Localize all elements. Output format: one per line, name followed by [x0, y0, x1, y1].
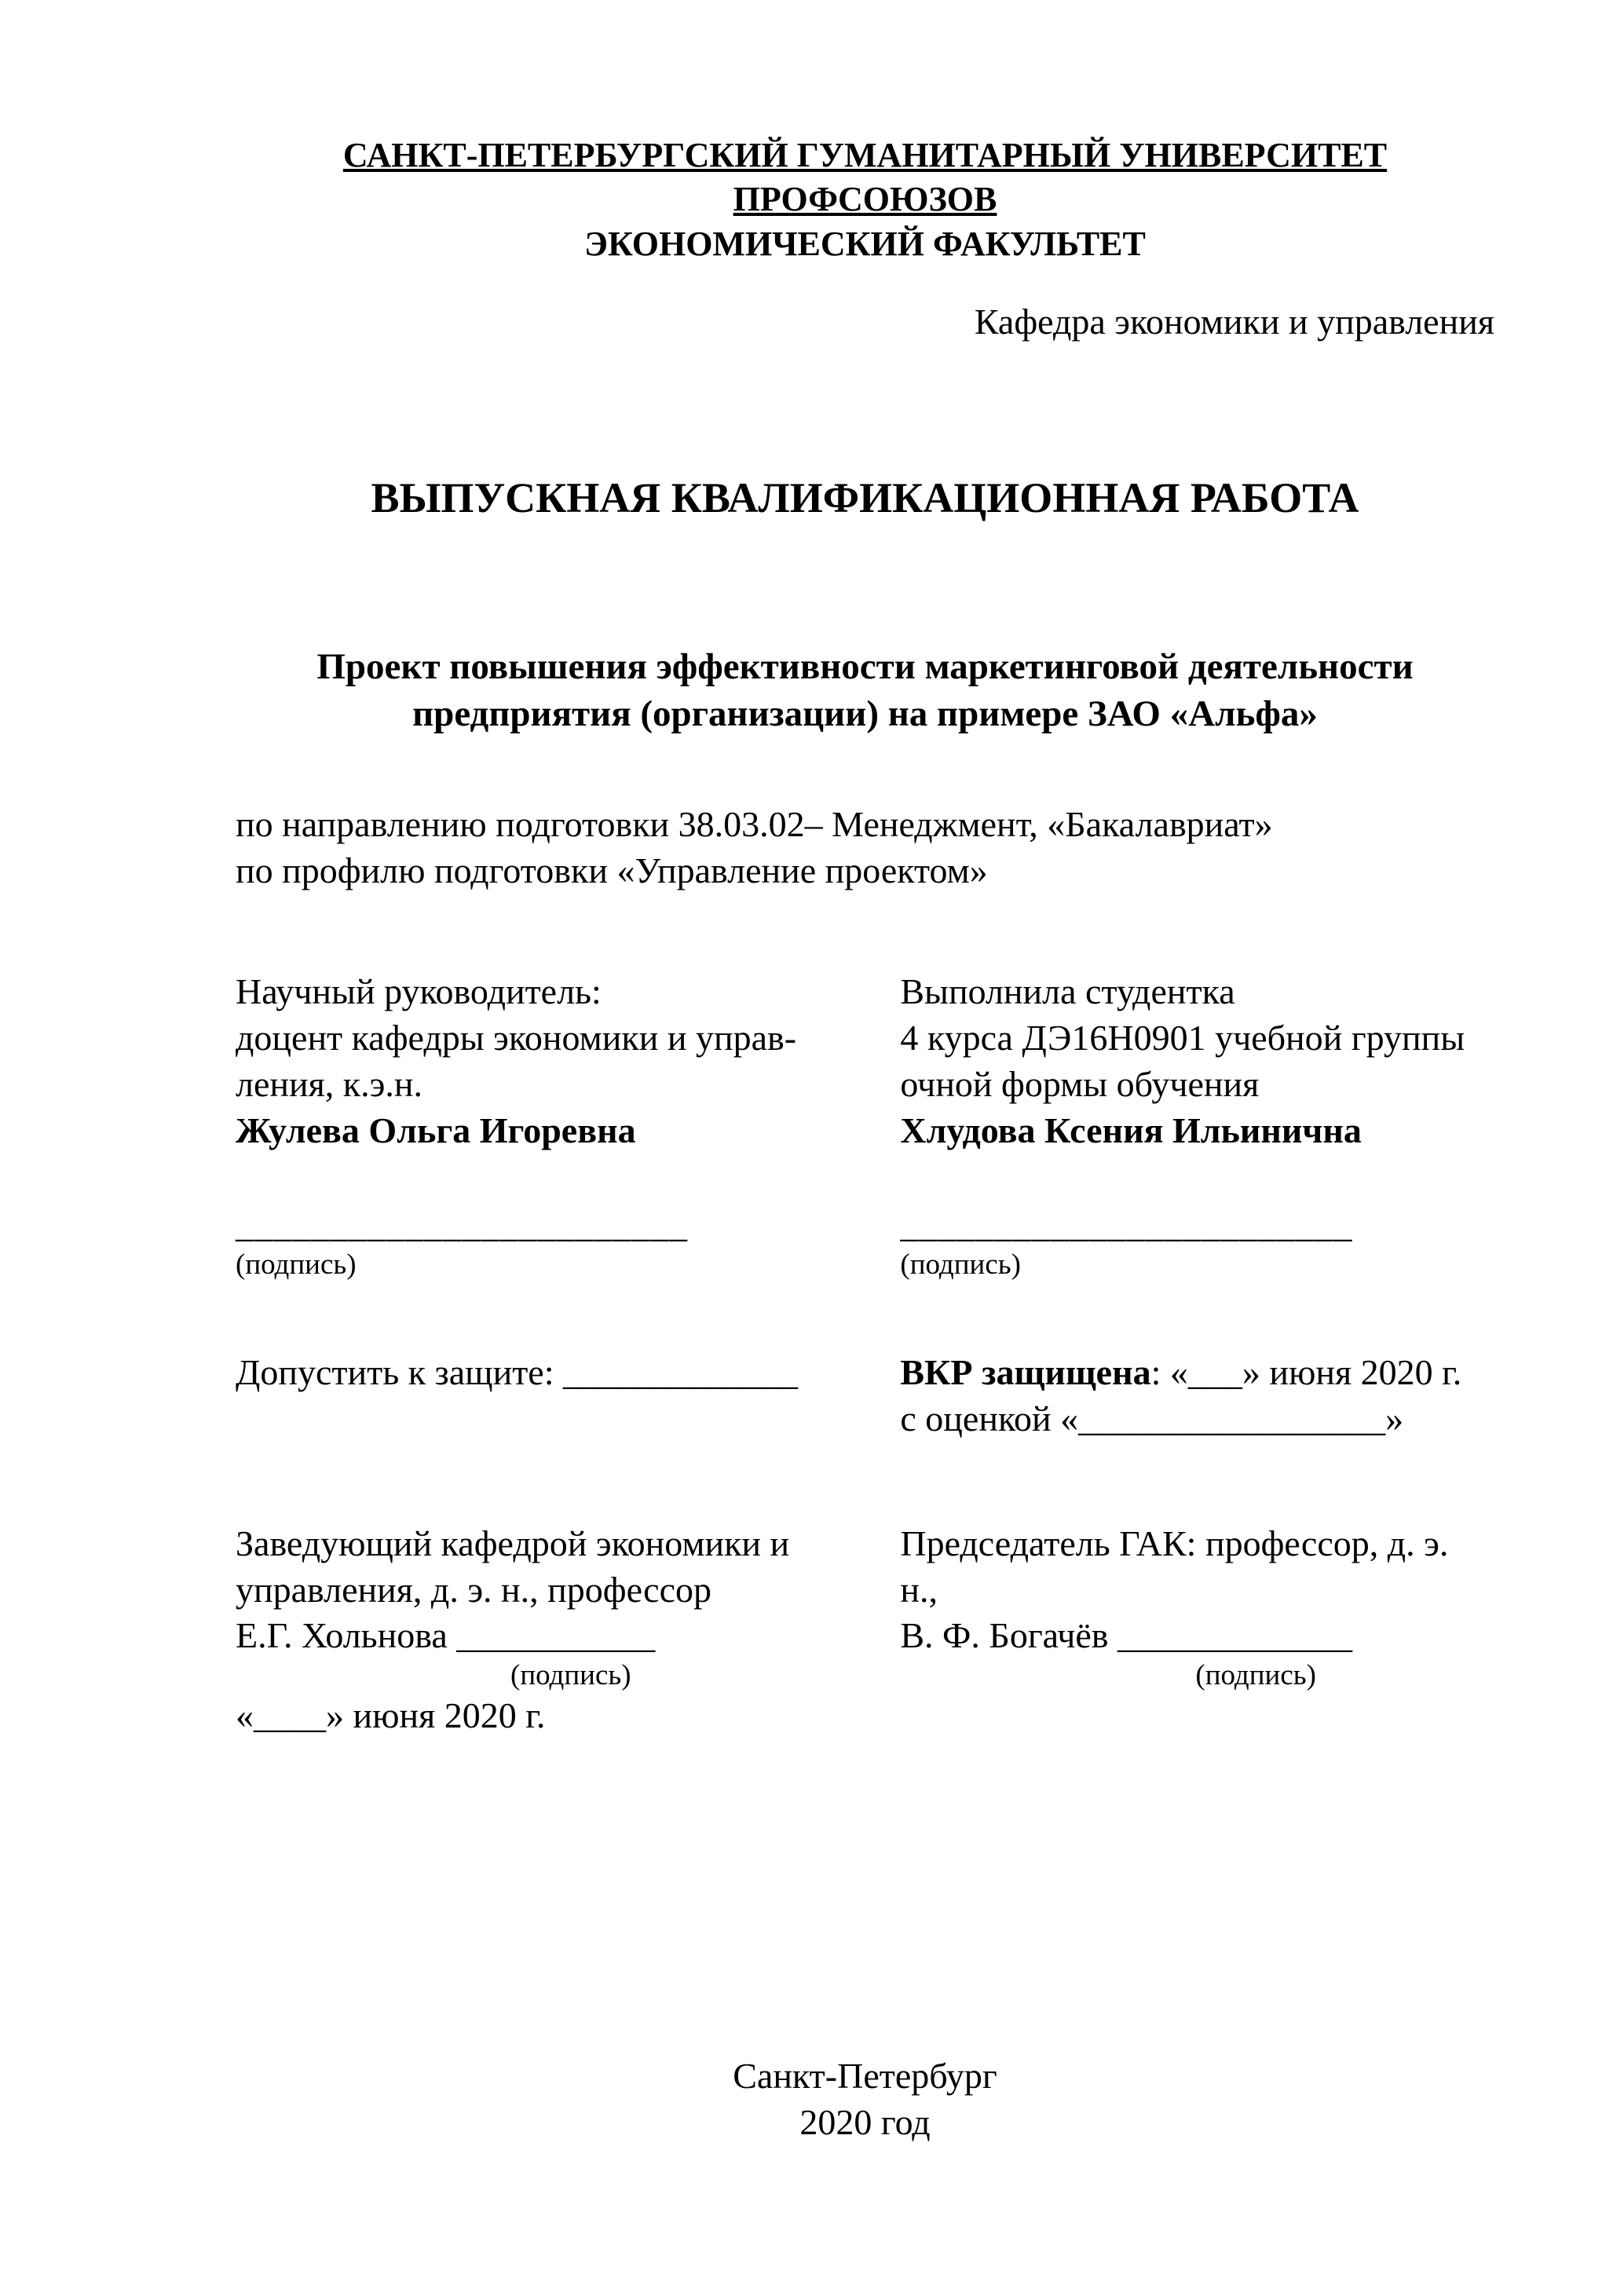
student-form-line: очной формы обучения — [900, 1063, 1260, 1104]
department-name: Кафедра экономики и управления — [974, 301, 1494, 342]
admit-line: Допустить к защите: _____________ — [236, 1351, 798, 1392]
student-group-line: 4 курса ДЭ16Н0901 учебной группы — [900, 1017, 1465, 1058]
student-label: Выполнила студентка — [900, 971, 1235, 1011]
student-signature-line: ________________________ — [900, 1205, 1353, 1245]
study-direction-block — [236, 802, 1494, 894]
footer-city: Санкт-Петербург — [733, 2055, 997, 2096]
defense-column — [900, 1350, 1494, 1442]
gak-chairman-line1: Председатель ГАК: профессор, д. э. н., — [900, 1523, 1449, 1610]
grade-line: с оценкой «_________________» — [900, 1398, 1404, 1439]
department-head-line3: Е.Г. Хольнова ___________ — [236, 1615, 656, 1656]
supervisor-position-line1: доцент кафедры экономики и управ- — [236, 1017, 797, 1058]
gak-chairman-signature-caption: (подпись) — [1195, 1659, 1316, 1692]
persons-block — [236, 969, 1494, 1154]
document-type-title: ВЫПУСКНАЯ КВАЛИФИКАЦИОННАЯ РАБОТА — [371, 473, 1359, 521]
supervisor-name: Жулева Ольга Игоревна — [236, 1110, 636, 1150]
supervisor-column — [236, 969, 900, 1154]
faculty-name: ЭКОНОМИЧЕСКИЙ ФАКУЛЬТЕТ — [584, 224, 1146, 263]
department-head-date: «____» июня 2020 г. — [236, 1695, 546, 1735]
admission-block — [236, 1350, 1494, 1442]
admit-column — [236, 1350, 900, 1442]
department-head-signature-caption: (подпись) — [510, 1659, 631, 1692]
work-title — [236, 643, 1494, 737]
student-signature — [900, 1202, 1494, 1281]
student-column — [900, 969, 1494, 1154]
defense-date-rest: : «___» июня 2020 г. — [1150, 1351, 1462, 1392]
supervisor-signature-caption: (подпись) — [236, 1249, 357, 1281]
gak-chairman-line2: В. Ф. Богачёв _____________ — [900, 1615, 1353, 1656]
university-name: САНКТ-ПЕТЕРБУРГСКИЙ ГУМАНИТАРНЫЙ УНИВЕРСИТЕТ ПРОФСОЮЗОВ — [342, 136, 1388, 219]
defense-line — [900, 1350, 1494, 1396]
footer-year: 2020 год — [799, 2101, 931, 2142]
supervisor-signature — [236, 1202, 900, 1281]
officials-block — [236, 1521, 1494, 1739]
work-title-line2: предприятия (организации) на примере ЗАО «Альфа» — [412, 693, 1318, 735]
work-title-line1: Проект повышения эффективности маркетинговой деятельности — [316, 645, 1414, 687]
student-name: Хлудова Ксения Ильинична — [900, 1110, 1362, 1150]
signatures-block — [236, 1202, 1494, 1281]
supervisor-position-line2: ления, к.э.н. — [236, 1063, 422, 1104]
defense-label-bold: ВКР защищена — [900, 1351, 1151, 1392]
footer-block — [236, 2053, 1494, 2146]
supervisor-signature-line: ________________________ — [236, 1205, 688, 1245]
gak-chairman-column — [900, 1521, 1494, 1739]
study-profile: по профилю подготовки «Управление проектом» — [236, 850, 988, 891]
department-head-line2: управления, д. э. н., профессор — [236, 1569, 711, 1610]
supervisor-label: Научный руководитель: — [236, 971, 602, 1011]
department-head-column — [236, 1521, 900, 1739]
department-head-line1: Заведующий кафедрой экономики и — [236, 1523, 790, 1563]
student-signature-caption: (подпись) — [900, 1249, 1021, 1281]
study-direction: по направлению подготовки 38.03.02– Менеджмент, «Бакалавриат» — [236, 804, 1273, 845]
